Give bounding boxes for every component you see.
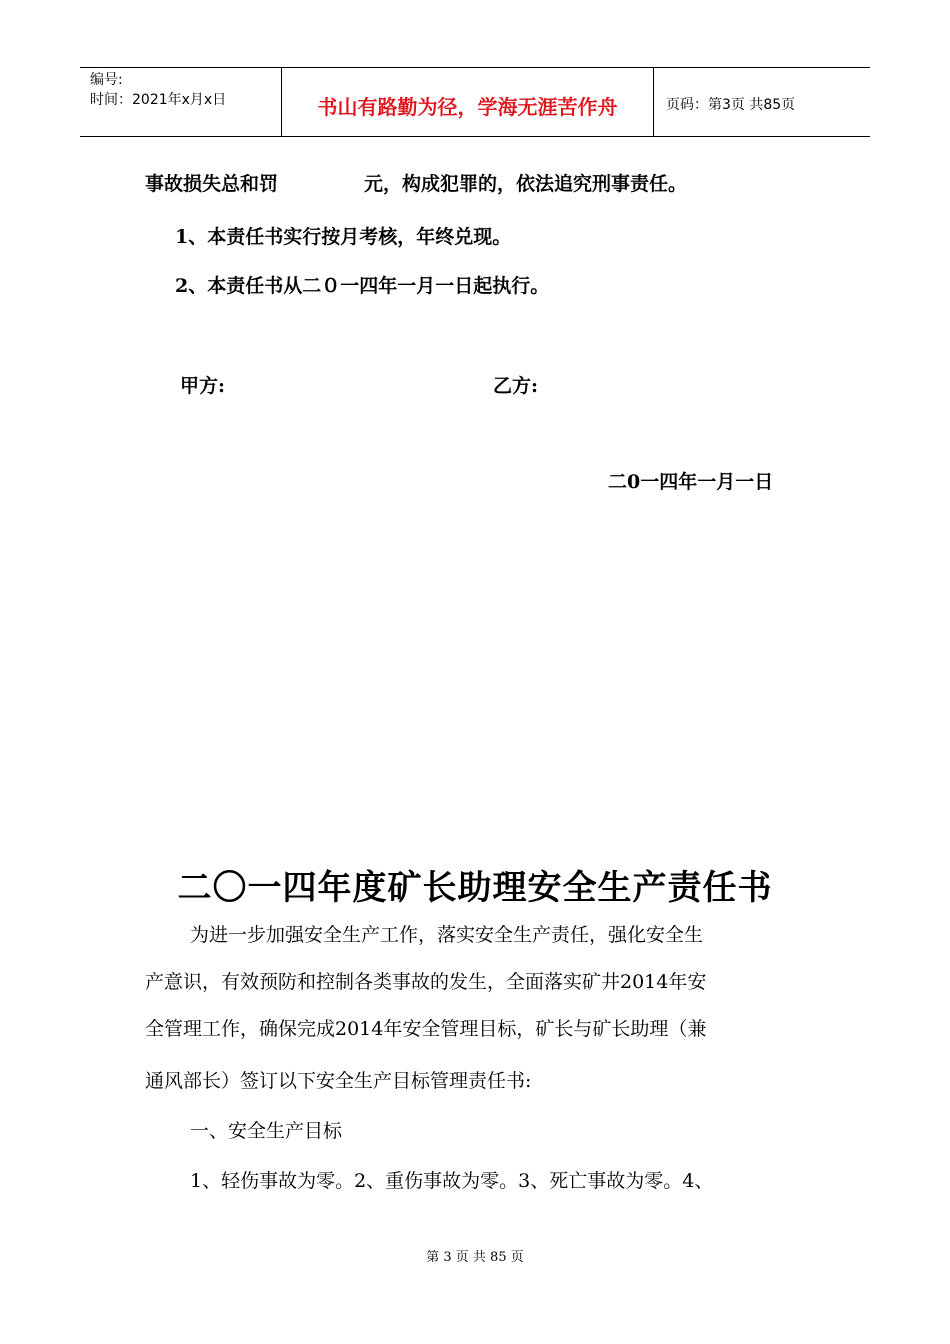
- penalty-line-right: 元，构成犯罪的，依法追究刑事责任。: [364, 173, 688, 195]
- section-title: 二〇一四年度矿长助理安全生产责任书: [177, 868, 773, 908]
- header-motto: 书山有路勤为径，学海无涯苦作舟: [317, 95, 618, 119]
- signing-date: 二0一四年一月一日: [608, 471, 774, 493]
- paragraph-line-1: 为进一步加强安全生产工作，落实安全生产责任，强化安全生: [190, 924, 704, 946]
- page-header: [80, 67, 870, 137]
- paragraph-line-3: 全管理工作，确保完成2014年安全管理目标，矿长与矿长助理（兼: [145, 1018, 707, 1040]
- paragraph-line-4: 通风部长）签订以下安全生产目标管理责任书:: [145, 1070, 532, 1092]
- paragraph-line-2: 产意识，有效预防和控制各类事故的发生，全面落实矿井2014年安: [145, 971, 707, 993]
- section-heading-1: 一、安全生产目标: [190, 1120, 343, 1142]
- header-info-cell: [80, 68, 282, 136]
- item-2: 2、本责任书从二０一四年一月一日起执行。: [175, 275, 550, 297]
- party-b-label: 乙方:: [493, 375, 539, 397]
- header-motto-cell: [282, 68, 654, 136]
- penalty-line: [145, 172, 687, 196]
- header-page-label: 页码：第3页 共85页: [666, 97, 796, 113]
- goals-line: 1、轻伤事故为零。2、重伤事故为零。3、死亡事故为零。4、: [190, 1170, 714, 1192]
- party-a-label: 甲方:: [180, 375, 226, 397]
- number-label: 编号:: [90, 72, 123, 88]
- header-page-cell: [654, 68, 870, 136]
- penalty-line-left: 事故损失总和罚: [145, 173, 279, 195]
- time-label: 时间：2021年x月x日: [90, 92, 227, 108]
- item-1: 1、本责任书实行按月考核，年终兑现。: [175, 226, 512, 248]
- page-footer: 第 3 页 共 85 页: [426, 1250, 524, 1265]
